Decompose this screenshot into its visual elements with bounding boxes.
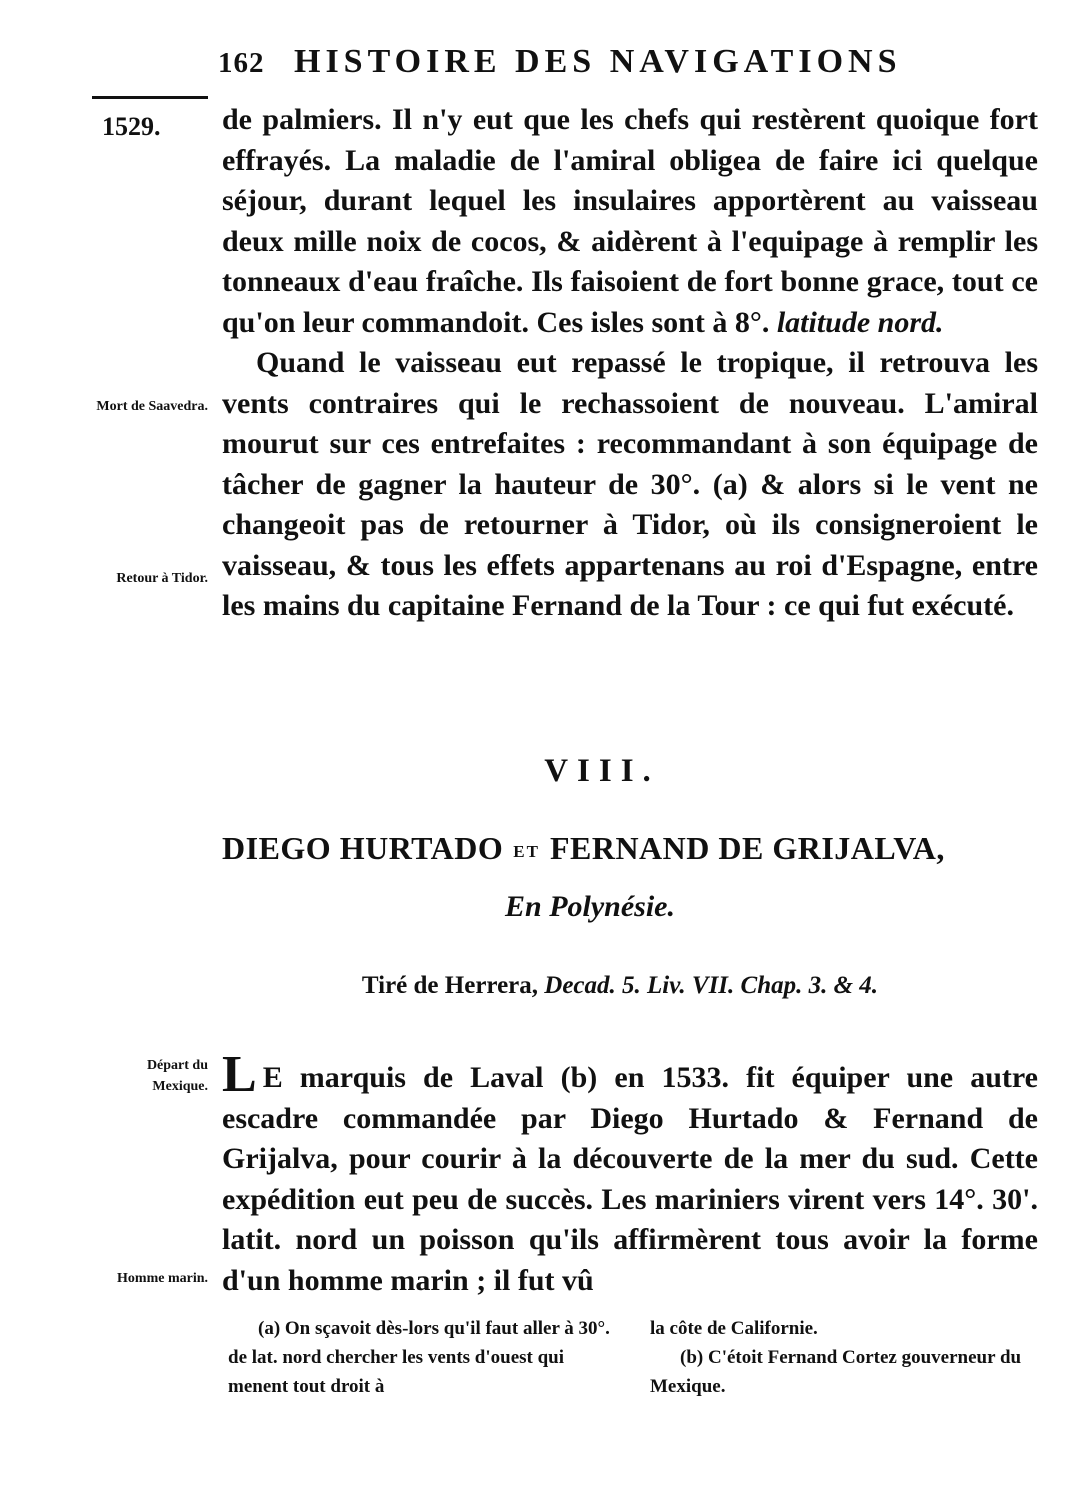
paragraph-3-text: E marquis de Laval (b) en 1533. fit équiper une autre escadre commandée par Diego Hurtado & Fernand de Grijalva, pour courir à la découverte de la mer du sud. Cette expédition eut peu de succès. Les mariniers virent vers 14°. 30'. latit. nord un poisson qu'ils affirmèrent tous avoir la forme d'un homme marin ; il fut vû [222, 1061, 1038, 1297]
source-italic: Decad. 5. Liv. VII. Chap. 3. & 4. [544, 972, 879, 999]
margin-year: 1529. [102, 112, 161, 141]
year-rule [92, 96, 208, 99]
footnote-col-left [228, 1314, 618, 1401]
running-title: HISTOIRE DES NAVIGATIONS [294, 43, 902, 80]
paragraph-1-text: de palmiers. Il n'y eut que les chefs qui restèrent quoique fort effrayés. La maladie de l'amiral obligea de faire ici quelque séjour, durant lequel les insulaires apportèrent au vaisseau deux mille noix de cocos, & aidèrent à l'equipage à remplir les tonneaux d'eau fraîche. Ils faisoient de fort bonne grace, tout ce qu'on leur commandoit. Ces isles sont à 8°. [222, 103, 1038, 339]
body-text-top [222, 100, 1038, 627]
section-number: VIII. [544, 753, 660, 789]
footnote-col-right [650, 1314, 1040, 1401]
section-title [222, 830, 1038, 867]
margin-note-homme: Homme marin. [117, 1271, 208, 1286]
source-plain: Tiré de Herrera, [361, 972, 539, 999]
footnote-b: (b) C'étoit Fernand Cortez gouverneur du Mexique. [650, 1347, 1022, 1397]
body-text-bottom [222, 1046, 1038, 1301]
footnote-a-continued: la côte de Californie. [650, 1318, 818, 1339]
paragraph-1-italic: latitude nord. [776, 305, 944, 339]
margin-note-retour: Retour à Tidor. [116, 571, 208, 586]
paragraph-1 [222, 100, 1038, 343]
paragraph-2: Quand le vaisseau eut repassé le tropique, il retrouva les vents contraires qui le rechassoient de nouveau. L'amiral mourut sur ces entrefaites : recommandant à son équipage de tâcher de gagner la hauteur de 30°. (a) & alors si le vent ne changeoit pas de retourner à Tidor, où ils consigneroient le vaisseau, & tous les effets appartenans au roi d'Espagne, entre les mains du capitaine Fernand de la Tour : ce qui fut exécuté. [222, 346, 1038, 622]
source-line [222, 972, 1018, 1000]
margin-note-depart: Départ du Mexique. [146, 1058, 208, 1094]
section-title-a: DIEGO HURTADO [222, 830, 504, 866]
running-header [218, 42, 950, 83]
footnotes [228, 1314, 1040, 1401]
section-subtitle: En Polynésie. [505, 890, 675, 923]
section-title-b: FERNAND DE GRIJALVA, [549, 830, 945, 866]
page-number: 162 [218, 47, 265, 79]
paragraph-3 [222, 1046, 1038, 1301]
footnote-a: (a) On sçavoit dès-lors qu'il faut aller à 30°. de lat. nord chercher les vents d'ouest qui menent tout droit à [228, 1318, 610, 1397]
section-title-et: ET [513, 842, 540, 861]
drop-cap: L [222, 1046, 257, 1103]
margin-note-mort: Mort de Saavedra. [96, 399, 208, 414]
